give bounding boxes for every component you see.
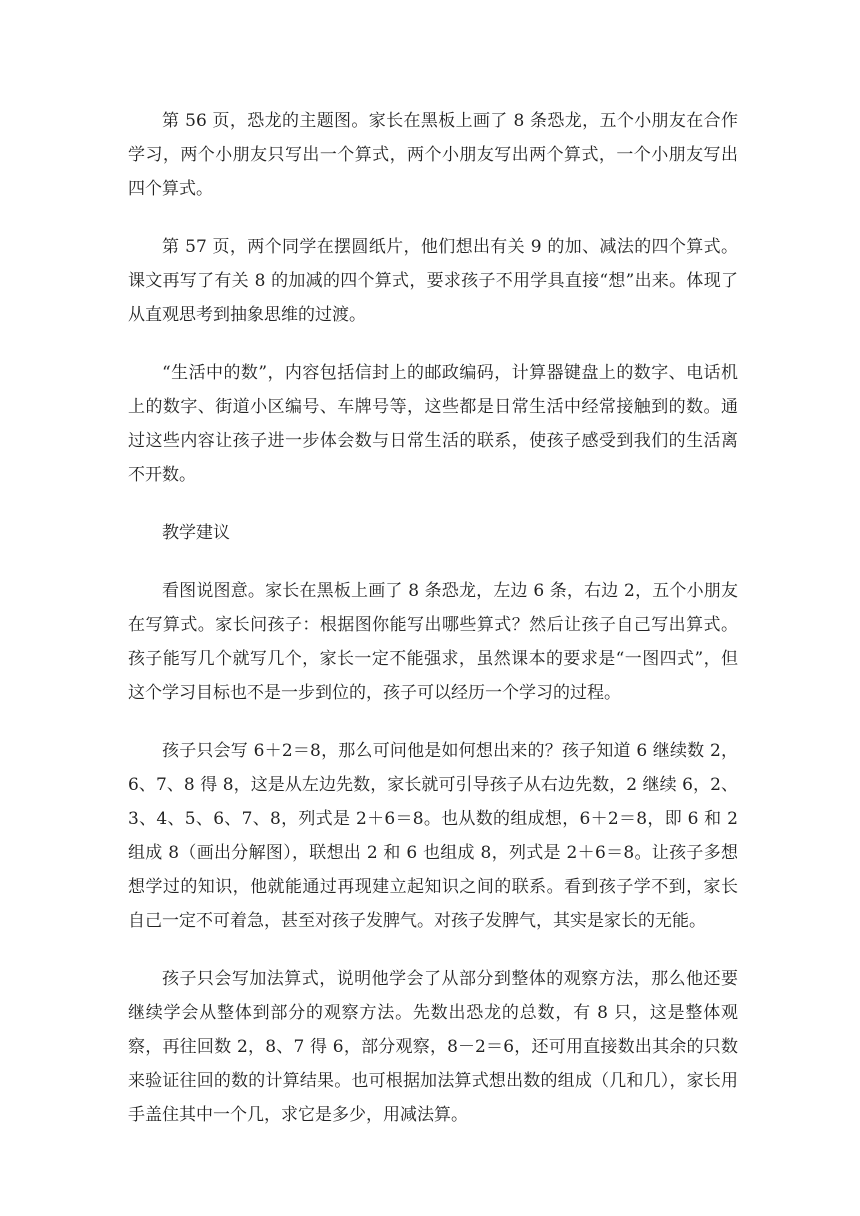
paragraph-subtraction-thinking: 孩子只会写加法算式，说明他学会了从部分到整体的观察方法，那么他还要继续学会从整体到部分的观察方法。先数出恐龙的总数，有 8 只，这是整体观察，再往回数 2，8、7 得 6，部分观察，8－2＝6，还可用直接数出其余的只数来验证往回的数的计算结果。也可根据加法算式想出数的组成（几和几），家长用手盖住其中一个几，求它是多少，用减法算。 [128,969,738,1125]
paragraph-page-57: 第 57 页，两个同学在摆圆纸片，他们想出有关 9 的加、减法的四个算式。课文再写了有关 8 的加减的四个算式，要求孩子不用学具直接“想”出来。体现了从直观思考到抽象思维的过渡。 [128,237,738,325]
paragraph-addition-thinking: 孩子只会写 6＋2＝8，那么可问他是如何想出来的？孩子知道 6 继续数 2，6、7、8 得 8，这是从左边先数，家长就可引导孩子从右边先数，2 继续 6，2、3、4、5、6、7、8，列式是 2＋6＝8。也从数的组成想，6＋2＝8，即 6 和 2 组成 8（画出分解图），联想出 2 和 6 也组成 8，列式是 2＋6＝8。让孩子多想想学过的知识，他就能通过再现建立起知识之间的联系。看到孩子学不到，家长自己一定不可着急，甚至对孩子发脾气。对孩子发脾气，其实是家长的无能。 [128,741,738,931]
paragraph-page-56: 第 56 页，恐龙的主题图。家长在黑板上画了 8 条恐龙，五个小朋友在合作学习，两个小朋友只写出一个算式，两个小朋友写出两个算式，一个小朋友写出四个算式。 [128,111,738,199]
paragraph-numbers-in-life: “生活中的数”，内容包括信封上的邮政编码，计算器键盘上的数字、电话机上的数字、街道小区编号、车牌号等，这些都是日常生活中经常接触到的数。通过这些内容让孩子进一步体会数与日常生活的联系，使孩子感受到我们的生活离不开数。 [128,363,738,485]
section-heading: 教学建议 [162,523,230,543]
document-body [128,104,738,1156]
paragraph-read-picture: 看图说图意。家长在黑板上画了 8 条恐龙，左边 6 条，右边 2，五个小朋友在写算式。家长问孩子：根据图你能写出哪些算式？然后让孩子自己写出算式。孩子能写几个就写几个，家长一定不能强求，虽然课本的要求是“一图四式”，但这个学习目标也不是一步到位的，孩子可以经历一个学习的过程。 [128,581,738,703]
